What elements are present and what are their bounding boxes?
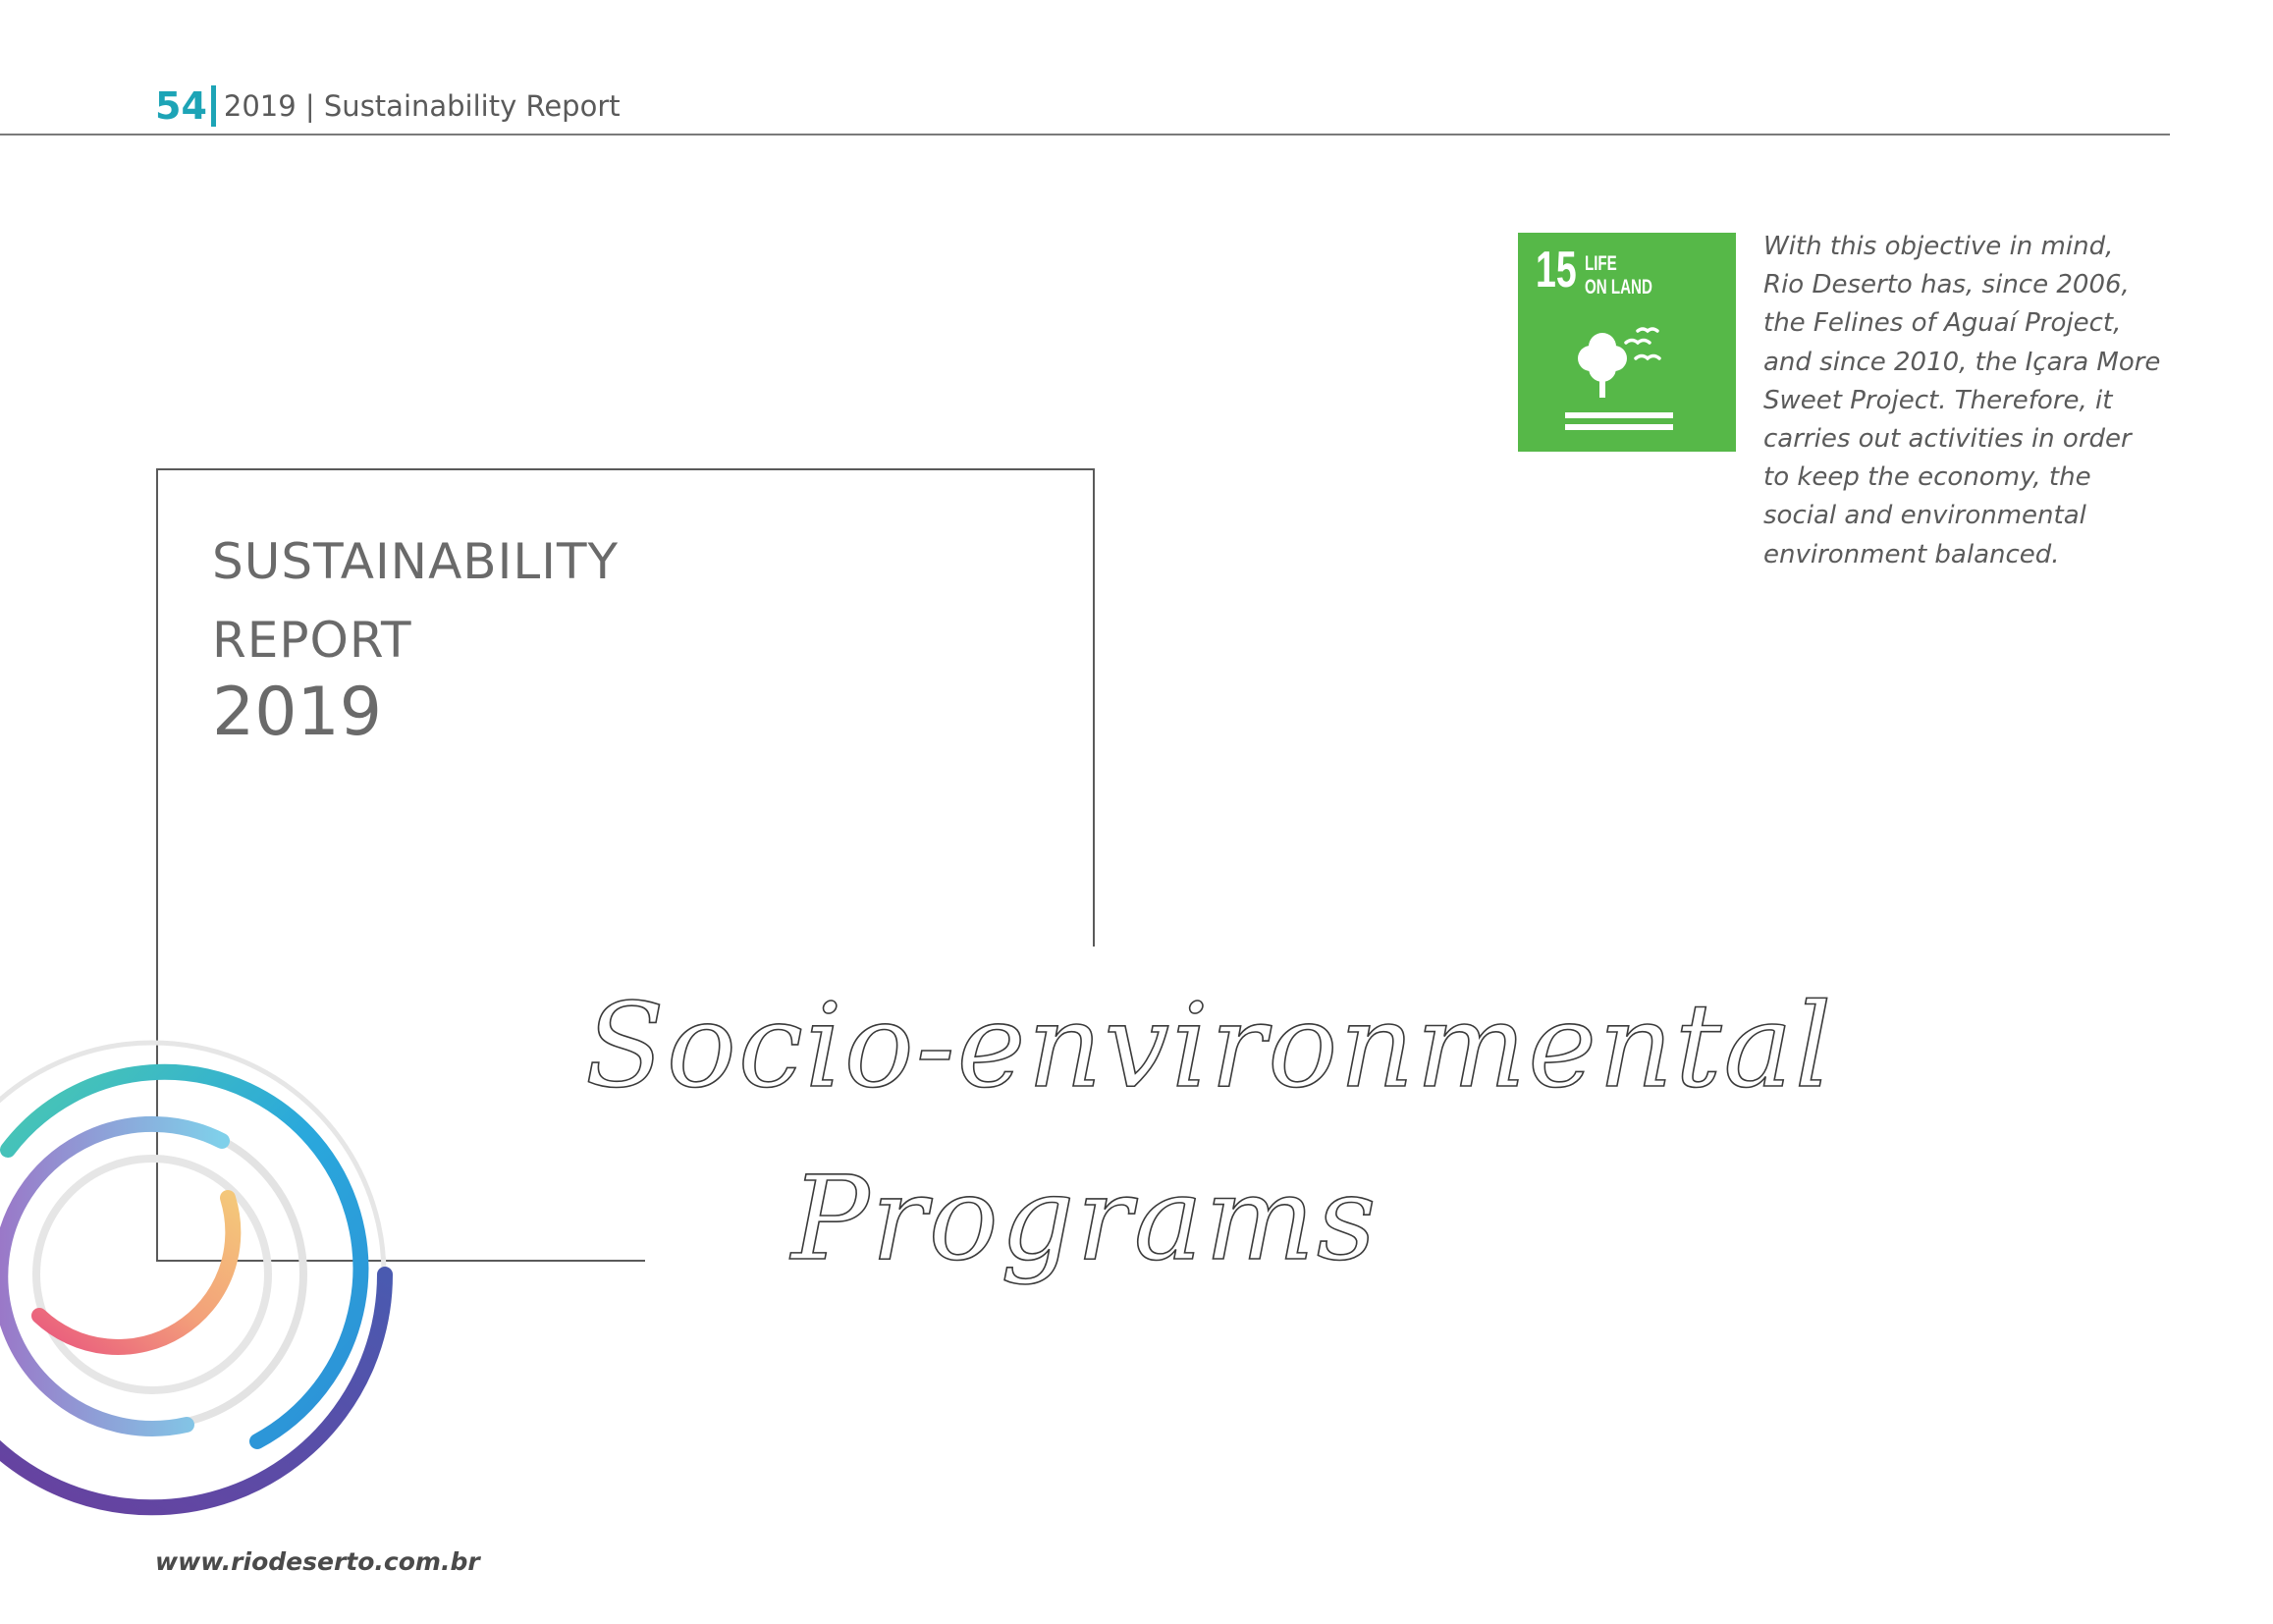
- section-title-line1: Socio-environmental: [585, 978, 1834, 1113]
- side-text-line: to keep the economy, the: [1763, 462, 2091, 493]
- report-title-line2: REPORT: [212, 612, 412, 669]
- page-number: 54: [155, 84, 207, 128]
- side-text-line: and since 2010, the Içara More: [1763, 347, 2161, 377]
- side-text-line: environment balanced.: [1763, 539, 2060, 569]
- side-text-line: Sweet Project. Therefore, it: [1763, 385, 2113, 415]
- side-text-line: carries out activities in order: [1763, 424, 2132, 455]
- website-link[interactable]: www.riodeserto.com.br: [155, 1547, 480, 1576]
- side-text-line: the Felines of Aguaí Project,: [1763, 308, 2122, 339]
- running-title: 2019 | Sustainability Report: [223, 89, 621, 123]
- side-text-line: With this objective in mind,: [1763, 232, 2114, 261]
- side-text-line: social and environmental: [1763, 501, 2086, 531]
- section-title-line2: Programs: [791, 1151, 1379, 1286]
- sdg-number: 15: [1536, 242, 1577, 298]
- side-text-line: Rio Deserto has, since 2006,: [1763, 270, 2130, 300]
- report-year: 2019: [212, 674, 383, 751]
- report-title-line1: SUSTAINABILITY: [212, 533, 620, 590]
- sdg-label-line1: LIFE: [1585, 252, 1617, 275]
- sdg-label-line2: ON LAND: [1585, 276, 1652, 298]
